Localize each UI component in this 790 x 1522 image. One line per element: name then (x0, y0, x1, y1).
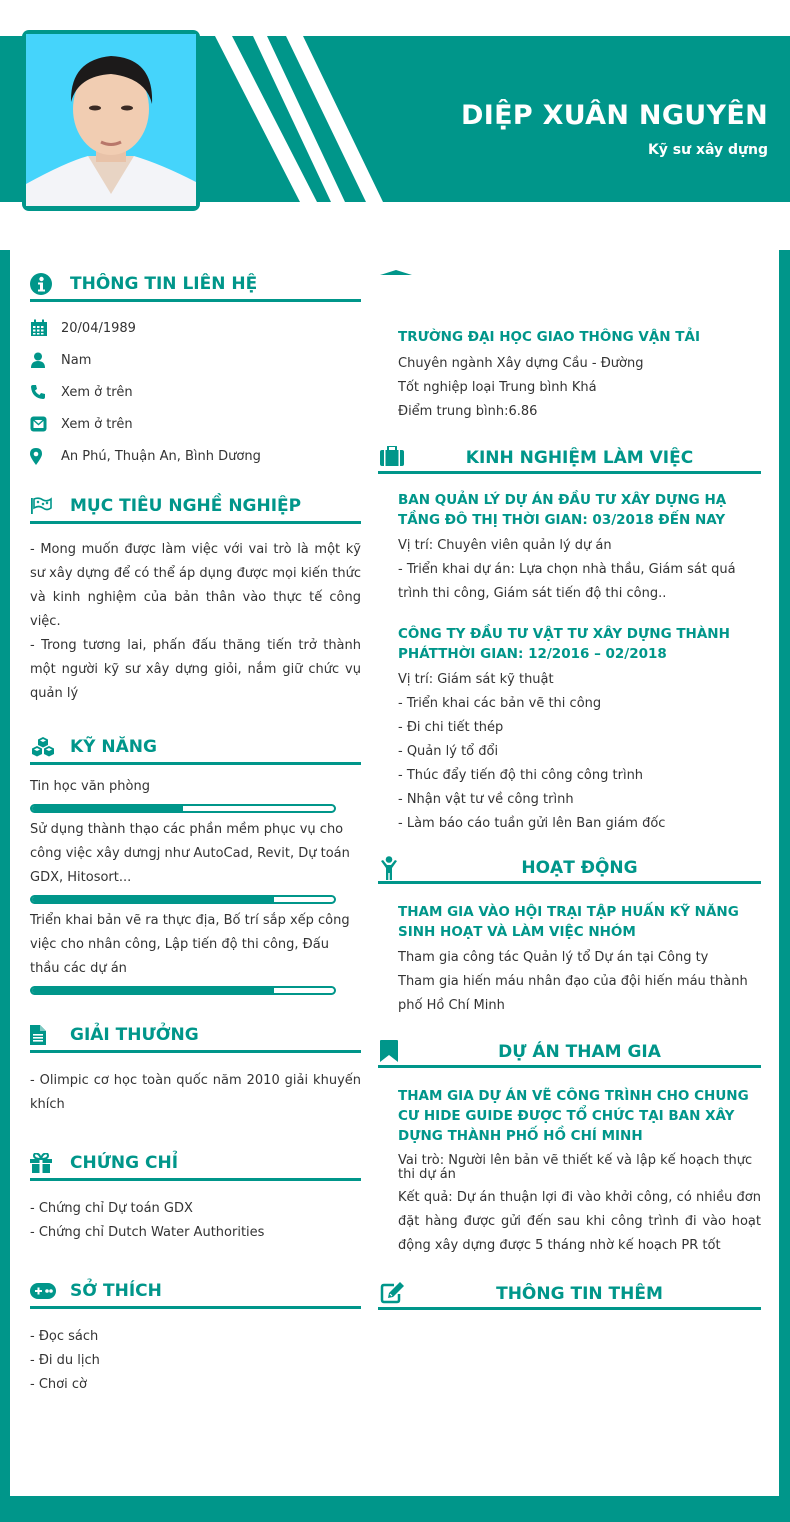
section-heading: KỸ NĂNG (30, 733, 361, 765)
child-icon (380, 856, 398, 884)
skills-section (30, 733, 361, 995)
objective-section (30, 492, 361, 706)
activity-title: THAM GIA VÀO HỘI TRẠI TẬP HUẤN KỸ NĂNG SINH HOẠT VÀ LÀM VIỆC NHÓM (398, 904, 739, 940)
left-column (30, 270, 361, 1397)
cubes-icon (30, 736, 56, 758)
section-heading: SỞ THÍCH (30, 1277, 361, 1309)
gamepad-icon (30, 1280, 56, 1302)
hobby-item: - Đi du lịch (30, 1353, 100, 1368)
skill-item: Sử dụng thành thạo các phần mềm phục vụ cho công việc xây dưngj như AutoCad, Revit, Dự toán GDX, Hitosort... (30, 818, 361, 904)
contact-email: Xem ở trên (30, 408, 361, 440)
experience-section (378, 444, 761, 836)
left-border-bar (0, 250, 10, 1500)
skill-item: Triển khai bản vẽ ra thực địa, Bố trí sắp xếp công việc cho nhân công, Lập tiến độ thi công, Đấu thầu các dự án (30, 909, 361, 995)
flag-icon (30, 495, 56, 517)
section-heading: HOẠT ĐỘNG (378, 854, 761, 884)
contact-address: An Phú, Thuận An, Bình Dương (30, 440, 361, 472)
section-heading: CHỨNG CHỈ (30, 1149, 361, 1181)
activities-section: HOẠT ĐỘNG THAM GIA VÀO HỘI TRẠI TẬP HUẤN KỸ NĂNG SINH HOẠT VÀ LÀM VIỆC NHÓM Tham gia công tác Quản lý tổ Dự án tại Công ty Tham gia hiến máu nhân đạo của đội hiến máu thành phố Hồ Chí Minh (378, 854, 761, 1018)
hobby-item: - Chơi cờ (30, 1377, 87, 1392)
skill-item: Tin học văn phòng (30, 775, 361, 813)
contact-phone: Xem ở trên (30, 376, 361, 408)
certificate-item: - Chứng chỉ Dutch Water Authorities (30, 1225, 265, 1240)
job-title: CÔNG TY ĐẦU TƯ VẬT TƯ XÂY DỰNG THÀNH PHÁTTHỜI GIAN: 12/2016 – 02/2018 (398, 626, 730, 662)
candidate-job-title: Kỹ sư xây dựng (647, 142, 768, 158)
footer-banner (0, 1496, 790, 1522)
candidate-name: DIỆP XUÂN NGUYÊN (461, 100, 768, 131)
right-column (378, 322, 761, 1310)
job-title: BAN QUẢN LÝ DỰ ÁN ĐẦU TƯ XÂY DỰNG HẠ TẦNG ĐÔ THỊ THỜI GIAN: 03/2018 ĐẾN NAY (398, 492, 727, 528)
hobbies-section (30, 1277, 361, 1397)
awards-section (30, 1021, 361, 1117)
objective-paragraph: - Mong muốn được làm việc với vai trò là một kỹ sư xây dựng để có thể áp dụng được mọi kiến thức và kinh nghiệm của bản thân vào thực tế công việc. (30, 542, 361, 629)
right-border-bar (779, 250, 790, 1500)
skill-progress-bar (30, 804, 336, 813)
education-detail: Điểm trung bình:6.86 (398, 404, 538, 419)
profile-photo (26, 34, 196, 206)
skill-progress-bar (30, 895, 336, 904)
project-title: THAM GIA DỰ ÁN VẼ CÔNG TRÌNH CHO CHUNG CƯ HIDE GUIDE ĐƯỢC TỔ CHỨC TẠI BAN XÂY DỰNG THÀNH PHỐ HỒ CHÍ MINH (398, 1088, 749, 1144)
job-entry: CÔNG TY ĐẦU TƯ VẬT TƯ XÂY DỰNG THÀNH PHÁTTHỜI GIAN: 12/2016 – 02/2018 Vị trí: Giám sát kỹ thuật - Triển khai các bản vẽ thi công - Đi chi tiết thép - Quản lý tổ đổi - Thúc đẩy tiến độ thi công công trình - Nhận vật tư về công trình - Làm báo cáo tuần gửi lên Ban giám đốc (378, 624, 761, 836)
contact-section (30, 270, 361, 472)
map-marker-icon (30, 448, 61, 465)
project-role: Vai trò: Người lên bản vẽ thiết kế và lập kế hoạch thực thi dự án (398, 1153, 753, 1182)
gift-icon (30, 1152, 56, 1174)
profile-photo-frame (22, 30, 200, 211)
contact-gender: Nam (30, 344, 361, 376)
phone-icon (30, 384, 61, 400)
education-detail: Chuyên ngành Xây dựng Cầu - Đường (398, 356, 644, 371)
envelope-icon (30, 416, 61, 432)
file-text-icon (30, 1024, 56, 1046)
bookmark-icon (380, 1040, 398, 1066)
section-heading: MỤC TIÊU NGHỀ NGHIỆP (30, 492, 361, 524)
hobby-item: - Đọc sách (30, 1329, 99, 1344)
contact-birthdate: 20/04/1989 (30, 312, 361, 344)
certificate-item: - Chứng chỉ Dự toán GDX (30, 1201, 193, 1216)
section-heading: DỰ ÁN THAM GIA (378, 1038, 761, 1068)
section-heading: THÔNG TIN LIÊN HỆ (30, 270, 361, 302)
extra-info-section (378, 1280, 761, 1310)
objective-paragraph: - Trong tương lai, phấn đấu thăng tiến trở thành một người kỹ sư xây dựng giỏi, nắm giữ chức vụ quản lý (30, 638, 361, 701)
education-section (378, 322, 761, 424)
calendar-icon (30, 319, 61, 337)
section-heading: KINH NGHIỆM LÀM VIỆC (378, 444, 761, 474)
section-heading: THÔNG TIN THÊM (378, 1280, 761, 1310)
project-result: Kết quả: Dự án thuận lợi đi vào khởi công, có nhiều đơn đặt hàng được gửi đến sau khi công trình đi vào hoạt động xây dựng được 5 tháng nhờ kế hoạch PR tốt (398, 1190, 761, 1253)
education-detail: Tốt nghiệp loại Trung bình Khá (398, 380, 597, 395)
school-name: TRƯỜNG ĐẠI HỌC GIAO THÔNG VẬN TẢI (398, 329, 700, 345)
award-text: - Olimpic cơ học toàn quốc năm 2010 giải khuyến khích (30, 1073, 361, 1112)
info-circle-icon (30, 273, 56, 295)
certificates-section (30, 1149, 361, 1245)
user-icon (30, 352, 61, 368)
projects-section (378, 1038, 761, 1258)
education-section-tip (380, 270, 412, 275)
briefcase-icon (380, 446, 404, 470)
edit-icon (380, 1282, 406, 1308)
job-entry: BAN QUẢN LÝ DỰ ÁN ĐẦU TƯ XÂY DỰNG HẠ TẦNG ĐÔ THỊ THỜI GIAN: 03/2018 ĐẾN NAY Vị trí: Chuyên viên quản lý dự án - Triển khai dự án: Lựa chọn nhà thầu, Giám sát quá trình thi công, Giám sát tiến độ thi công.. (378, 490, 761, 606)
skill-progress-bar (30, 986, 336, 995)
section-heading: GIẢI THƯỞNG (30, 1021, 361, 1053)
